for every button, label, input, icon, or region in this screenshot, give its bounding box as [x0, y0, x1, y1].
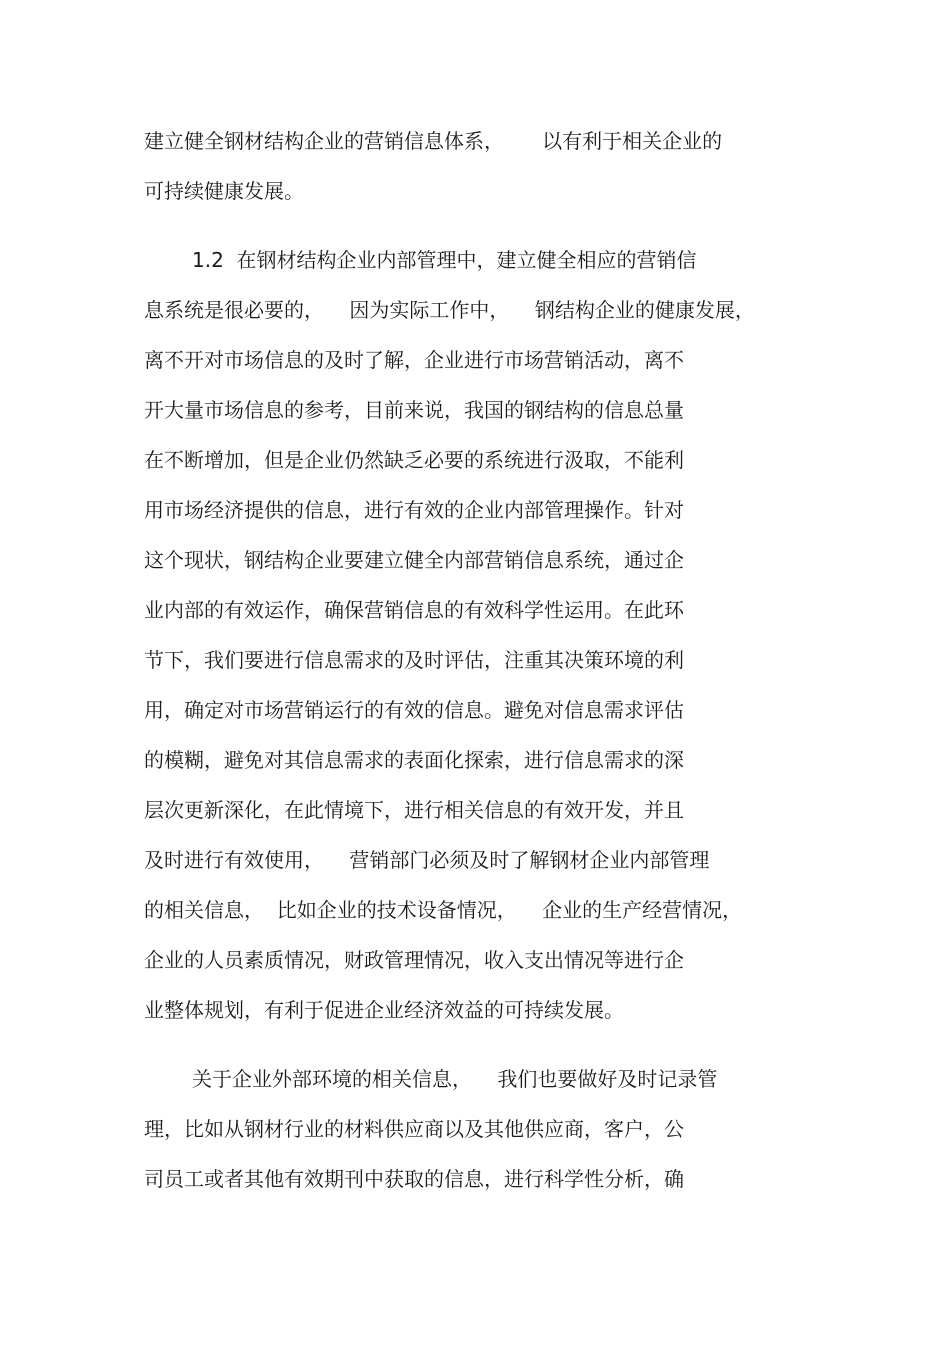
text-line: 业内部的有效运作，确保营销信息的有效科学性运用。在此环: [144, 598, 684, 622]
text-line: 用市场经济提供的信息，进行有效的企业内部管理操作。针对: [144, 498, 684, 522]
text-line: 息系统是很必要的， 因为实际工作中， 钢结构企业的健康发展，: [144, 298, 755, 322]
text-line: 可持续健康发展。: [144, 179, 304, 203]
text-line: 离不开对市场信息的及时了解，企业进行市场营销活动，离不: [144, 348, 684, 372]
text-line: 理，比如从钢材行业的材料供应商以及其他供应商，客户，公: [144, 1117, 684, 1141]
text-line: 业整体规划，有利于促进企业经济效益的可持续发展。: [144, 998, 624, 1022]
text-line: 这个现状，钢结构企业要建立健全内部营销信息系统，通过企: [144, 548, 684, 572]
text-line: 建立健全钢材结构企业的营销信息体系， 以有利于相关企业的: [144, 129, 723, 153]
text-line: 企业的人员素质情况，财政管理情况，收入支出情况等进行企: [144, 948, 684, 972]
text-line: 层次更新深化，在此情境下，进行相关信息的有效开发，并且: [144, 798, 684, 822]
text-line: 在不断增加，但是企业仍然缺乏必要的系统进行汲取，不能利: [144, 448, 684, 472]
text-line: 司员工或者其他有效期刊中获取的信息，进行科学性分析，确: [144, 1167, 684, 1191]
text-line: 及时进行有效使用， 营销部门必须及时了解钢材企业内部管理: [144, 848, 710, 872]
text-line: 的相关信息， 比如企业的技术设备情况， 企业的生产经营情况，: [144, 898, 743, 922]
section-heading-line: 1.2 在钢材结构企业内部管理中，建立健全相应的营销信: [192, 248, 697, 272]
text-line: 节下，我们要进行信息需求的及时评估，注重其决策环境的利: [144, 648, 684, 672]
text-line: 用，确定对市场营销运行的有效的信息。避免对信息需求评估: [144, 698, 684, 722]
text-line: 关于企业外部环境的相关信息， 我们也要做好及时记录管: [192, 1067, 718, 1091]
text-line: 的模糊，避免对其信息需求的表面化探索，进行信息需求的深: [144, 748, 684, 772]
text-line: 开大量市场信息的参考，目前来说，我国的钢结构的信息总量: [144, 398, 684, 422]
